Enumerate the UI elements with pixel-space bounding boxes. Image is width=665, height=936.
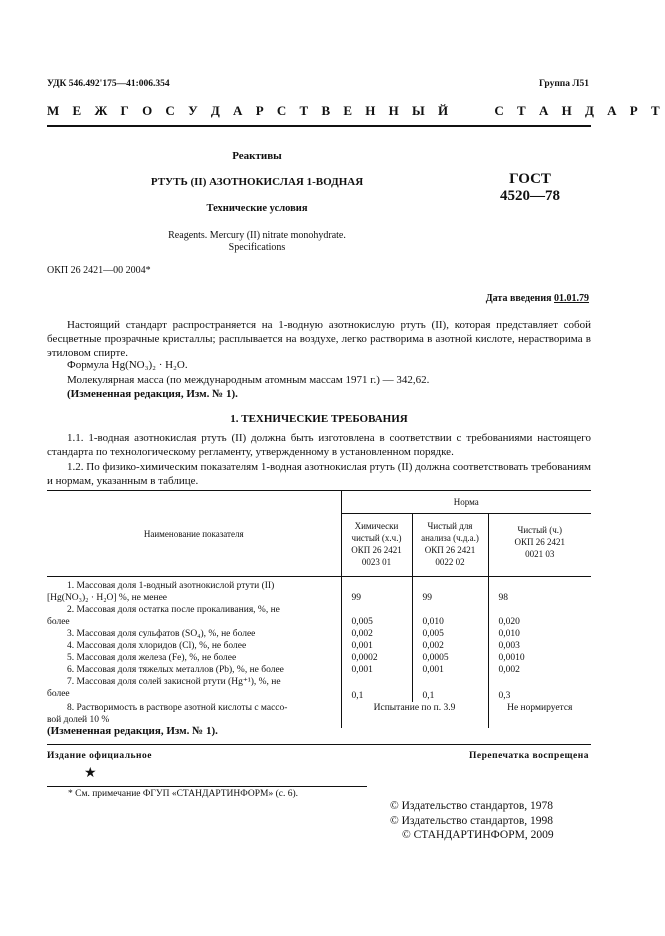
copyright-1978: © Издательство стандартов, 1978 bbox=[390, 800, 554, 812]
grade-2-line2: анализа (ч.д.а.) bbox=[421, 533, 479, 543]
copyright-1998: © Издательство стандартов, 1998 bbox=[390, 815, 554, 827]
star-icon: ★ bbox=[84, 766, 97, 781]
row-7-value-chem-pure: 0,1 bbox=[341, 676, 412, 702]
footnote-rule bbox=[47, 786, 367, 787]
row-1-value-pure: 98 bbox=[488, 577, 591, 605]
column-header-name: Наименование показателя bbox=[47, 491, 341, 577]
grade-2-line3: ОКП 26 2421 bbox=[424, 545, 476, 555]
row-1-value-analysis-pure: 99 bbox=[412, 577, 488, 605]
grade-3-line3: 0021 03 bbox=[525, 549, 555, 559]
row-8-value-chem-and-analysis: Испытание по п. 3.9 bbox=[341, 702, 488, 728]
grade-1-line3: ОКП 26 2421 bbox=[351, 545, 402, 555]
column-header-norm: Норма bbox=[341, 491, 591, 514]
row-2-value-chem-pure: 0,005 bbox=[341, 604, 412, 628]
row-6-value-chem-pure: 0,001 bbox=[341, 664, 412, 676]
document-title: РТУТЬ (II) АЗОТНОКИСЛАЯ 1-ВОДНАЯ bbox=[150, 176, 364, 188]
row-4-value-analysis-pure: 0,002 bbox=[412, 640, 488, 652]
molar-mass: Молекулярная масса (по международным атомным массам 1971 г.) — 342,62. bbox=[67, 374, 430, 386]
copyright-2009: © СТАНДАРТИНФОРМ, 2009 bbox=[402, 829, 554, 841]
table-row bbox=[47, 640, 591, 652]
row-2-value-pure: 0,020 bbox=[488, 604, 591, 628]
row-4-name: 4. Массовая доля хлоридов (Cl), %, не более bbox=[67, 641, 247, 651]
row-4-value-chem-pure: 0,001 bbox=[341, 640, 412, 652]
row-2-name: 2. Массовая доля остатка после прокаливания, %, не bbox=[67, 605, 280, 615]
row-5-value-analysis-pure: 0,0005 bbox=[412, 652, 488, 664]
row-6-name: 6. Массовая доля тяжелых металлов (Pb), %, не более bbox=[67, 665, 284, 675]
row-7-value-pure: 0,3 bbox=[488, 676, 591, 702]
revision-note-2: (Измененная редакция, Изм. № 1). bbox=[47, 725, 218, 737]
table-row bbox=[47, 604, 591, 628]
gost-number: 4520—78 bbox=[500, 188, 560, 204]
intro-date-value: 01.01.79 bbox=[554, 293, 589, 304]
grade-1-line2: чистый (х.ч.) bbox=[351, 533, 402, 543]
footnote: * См. примечание ФГУП «СТАНДАРТИНФОРМ» (с. 6). bbox=[68, 789, 299, 799]
clause-1-1: 1.1. 1-водная азотнокислая ртуть (II) должна быть изготовлена в соответствии с требованиями настоящего стандарта по технологическому регламенту, утвержденному в установленном порядке. bbox=[47, 432, 591, 458]
row-3-name: 3. Массовая доля сульфатов (SO₄), %, не более bbox=[67, 629, 256, 639]
intro-paragraph: Настоящий стандарт распространяется на 1-водную азотнокислую ртуть (II), которая представляет собой бесцветные прозрачные кристаллы; расплывается на воздухе, легко растворима в азотной кислоте, нерастворима в этиловом спирте. bbox=[47, 319, 591, 359]
row-3-value-analysis-pure: 0,005 bbox=[412, 628, 488, 640]
grade-3-line1: Чистый (ч.) bbox=[517, 525, 562, 535]
grade-3-line2: ОКП 26 2421 bbox=[514, 537, 565, 547]
table-row bbox=[47, 664, 591, 676]
row-3-value-pure: 0,010 bbox=[488, 628, 591, 640]
row-1-value-chem-pure: 99 bbox=[341, 577, 412, 605]
clause-1-2: 1.2. По физико-химическим показателям 1-водная азотнокислая ртуть (II) должна соответствовать требованиям и нормам, указанным в таблице. bbox=[47, 461, 591, 487]
row-5-value-chem-pure: 0,0002 bbox=[341, 652, 412, 664]
group-code: Группа Л51 bbox=[538, 79, 589, 89]
row-1-name-cont: [Hg(NO₃)₂ · H₂O] %, не менее bbox=[47, 593, 168, 603]
grade-1-line4: 0023 01 bbox=[361, 557, 392, 567]
row-2-name-cont: более bbox=[47, 617, 70, 627]
grade-2-line4: 0022 02 bbox=[435, 557, 465, 567]
row-5-value-pure: 0,0010 bbox=[488, 652, 591, 664]
row-7-name: 7. Массовая доля солей закисной ртути (Hg⁺¹), %, не bbox=[67, 677, 281, 687]
footer-rule bbox=[47, 744, 591, 745]
intro-date-label: Дата введения bbox=[485, 293, 552, 304]
table-row bbox=[47, 676, 591, 702]
english-title-line1: Reagents. Mercury (II) nitrate monohydrate. bbox=[168, 230, 346, 241]
norm-table bbox=[47, 491, 591, 728]
row-4-value-pure: 0,003 bbox=[488, 640, 591, 652]
row-8-name: 8. Растворимость в растворе азотной кислоты с массо- bbox=[67, 703, 288, 713]
row-1-name: 1. Массовая доля 1-водный азотнокислой ртути (II) bbox=[67, 581, 275, 591]
formula-line bbox=[67, 359, 188, 371]
english-title-line2: Specifications bbox=[228, 242, 286, 253]
formula-text: Hg(NO₃)₂ · H₂O. bbox=[111, 359, 188, 371]
document-subtitle: Технические условия bbox=[206, 203, 308, 214]
row-8-value-pure: Не нормируется bbox=[488, 702, 591, 728]
table-row bbox=[47, 628, 591, 640]
official-edition-label: Издание официальное bbox=[47, 751, 153, 761]
grade-header-chem-pure bbox=[341, 514, 412, 577]
standard-type-heading: М Е Ж Г О С У Д А Р С Т В Е Н Н Ы Й С Т А Н Д А Р Т bbox=[47, 103, 665, 118]
row-2-value-analysis-pure: 0,010 bbox=[412, 604, 488, 628]
gost-label: ГОСТ bbox=[509, 171, 551, 187]
grade-1-line1: Химически bbox=[354, 521, 399, 531]
category-label: Реактивы bbox=[232, 150, 282, 162]
formula-label: Формула bbox=[67, 359, 109, 371]
table-row bbox=[47, 577, 591, 605]
okp-code: ОКП 26 2421—00 2004* bbox=[47, 265, 151, 276]
row-6-value-analysis-pure: 0,001 bbox=[412, 664, 488, 676]
revision-note-1: (Измененная редакция, Изм. № 1). bbox=[67, 388, 238, 400]
row-3-value-chem-pure: 0,002 bbox=[341, 628, 412, 640]
grade-header-pure bbox=[488, 514, 591, 577]
row-7-value-analysis-pure: 0,1 bbox=[412, 676, 488, 702]
row-8-name-cont: вой долей 10 % bbox=[47, 715, 110, 725]
table-row bbox=[47, 652, 591, 664]
header-rule bbox=[47, 125, 591, 127]
udk-code: УДК 546.492'175—41:006.354 bbox=[47, 79, 170, 89]
intro-date bbox=[486, 293, 589, 304]
row-7-name-cont: более bbox=[47, 689, 70, 699]
grade-header-analysis-pure bbox=[412, 514, 488, 577]
section-heading: 1. ТЕХНИЧЕСКИЕ ТРЕБОВАНИЯ bbox=[230, 413, 408, 425]
row-5-name: 5. Массовая доля железа (Fe), %, не более bbox=[67, 653, 237, 663]
grade-2-line1: Чистый для bbox=[427, 521, 473, 531]
reprint-prohibited-label: Перепечатка воспрещена bbox=[468, 751, 589, 761]
row-6-value-pure: 0,002 bbox=[488, 664, 591, 676]
